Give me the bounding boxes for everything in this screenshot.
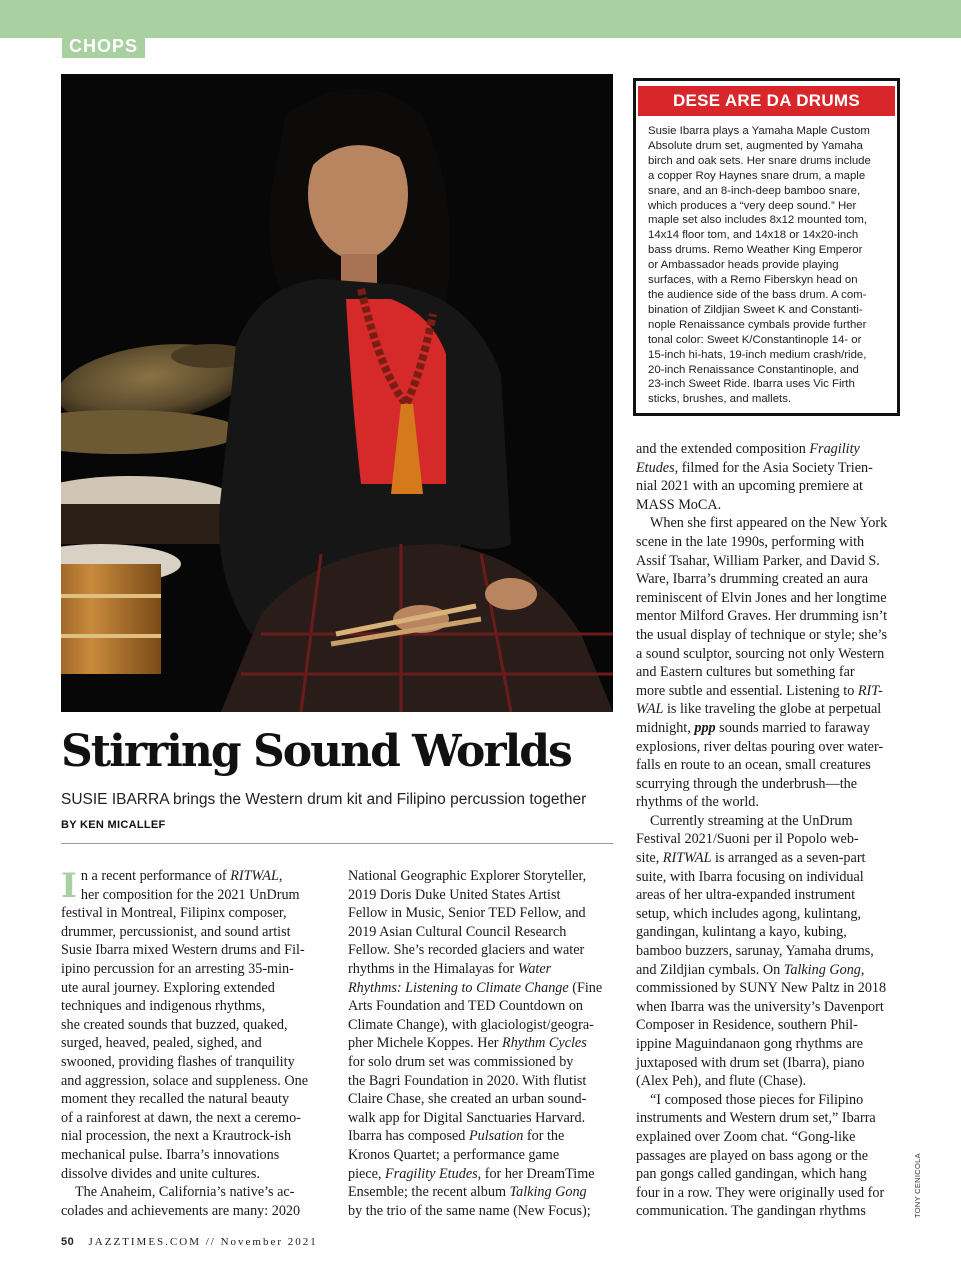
page-number: 50: [61, 1236, 75, 1248]
body-line: dissolve divides and unite cultures.: [61, 1165, 260, 1182]
body-line: explained over Zoom chat. “Gong-like: [636, 1128, 856, 1145]
body-line: four in a row. They were originally used for: [636, 1184, 885, 1201]
body-column-1: [61, 867, 318, 1220]
body-line: and the extended composition Fragility: [636, 441, 860, 457]
sidebar-line: tonal color: Sweet K/Constantinople 14- or: [648, 333, 862, 346]
body-line: her composition for the 2021 UnDrum: [80, 886, 300, 903]
body-line: scene in the late 1990s, performing with: [636, 533, 865, 550]
divider-rule: [61, 843, 613, 844]
body-line: (Alex Peh), and flute (Chase).: [636, 1073, 807, 1090]
body-line: Composer in Residence, southern Phil-: [636, 1017, 858, 1034]
sidebar-line: 14x14 floor tom, and 14x18 or 14x20-inch: [648, 229, 859, 242]
sidebar-line: or Ambassador heads provide playing: [648, 259, 839, 272]
body-line: ute aural journey. Exploring extended: [61, 979, 275, 996]
body-line: Fellow in Music, Senior TED Fellow, and: [348, 905, 586, 922]
sidebar-line: Susie Ibarra plays a Yamaha Maple Custom: [648, 125, 870, 137]
body-line: scurrying through the underbrush—the: [636, 775, 858, 792]
body-line: the Bagri Foundation in 2020. With flutist: [348, 1072, 587, 1089]
body-line: pher Michele Koppes. Her Rhythm Cycles: [348, 1035, 587, 1052]
body-line: the usual display of technique or style; she’s: [636, 626, 887, 643]
body-line: explosions, river deltas pouring over water-: [636, 738, 884, 755]
body-line: techniques and indigenous rhythms,: [61, 998, 266, 1015]
body-line: Arts Foundation and TED Countdown on: [348, 998, 584, 1015]
body-line: by the trio of the same name (New Focus);: [348, 1202, 591, 1219]
sidebar-title: DESE ARE DA DRUMS: [638, 86, 895, 116]
body-line: ipino percussion for an arresting 35-min-: [61, 960, 294, 977]
body-line: passages are played on bass agong or the: [636, 1147, 869, 1164]
sidebar-line: the audience side of the bass drum. A com-: [648, 288, 867, 301]
body-line: site, RITWAL is arranged as a seven-part: [636, 850, 866, 867]
body-line: ippine Maguindanaon gong rhythms are: [636, 1036, 863, 1052]
body-line: drummer, percussionist, and sound artist: [61, 923, 291, 940]
body-line: Ware, Ibarra’s drumming created an aura: [636, 571, 869, 588]
body-line: for solo drum set was commissioned by: [348, 1053, 574, 1070]
body-line: areas of her ultra-expanded instrument: [636, 887, 856, 904]
body-line: Festival 2021/Suoni per il Popolo web-: [636, 831, 859, 848]
body-line: rhythms in the Himalayas for Water: [348, 960, 552, 977]
body-line: pan gongs called gandingan, which hang: [636, 1166, 867, 1183]
body-line: Ensemble; the recent album Talking Gong: [348, 1184, 587, 1201]
body-line: Susie Ibarra mixed Western drums and Fil-: [61, 942, 305, 959]
page-footer: [61, 1236, 318, 1248]
top-color-band: [0, 0, 961, 38]
sidebar-line: Absolute drum set, augmented by Yamaha: [648, 139, 863, 152]
sidebar-box: [633, 78, 900, 416]
body-line: Kronos Quartet; a performance game: [348, 1146, 560, 1163]
body-line: Ibarra has composed Pulsation for the: [348, 1128, 565, 1145]
sidebar-line: which produces a “very deep sound.” Her: [648, 199, 857, 212]
body-line: swooned, providing flashes of tranquility: [61, 1053, 295, 1070]
body-line: Fellow. She’s recorded glaciers and water: [348, 942, 585, 959]
body-line: nial procession, the next a Krautrock-ish: [61, 1128, 292, 1145]
body-line: National Geographic Explorer Storyteller,: [348, 868, 587, 884]
body-line: mentor Milford Graves. Her drumming isn’t: [636, 608, 888, 625]
body-line: Assif Tsahar, William Parker, and David S.: [636, 552, 880, 569]
sidebar-line: sticks, brushes, and mallets.: [648, 393, 792, 406]
section-tag: CHOPS: [62, 34, 145, 58]
sidebar-line: birch and oak sets. Her snare drums include: [648, 154, 871, 167]
body-line: falls en route to an ocean, small creatures: [636, 757, 871, 774]
drummer-portrait-photo: [61, 74, 613, 712]
body-line: The Anaheim, California’s native’s ac-: [75, 1184, 295, 1201]
body-line: Climate Change), with glaciologist/geogra-: [348, 1016, 594, 1033]
article-headline: Stirring Sound Worlds: [61, 726, 571, 777]
body-line: When she first appeared on the New York: [650, 515, 888, 532]
body-line: Claire Chase, she created an urban sound-: [348, 1091, 587, 1108]
body-line: and aggression, solace and suppleness. One: [61, 1072, 309, 1089]
sidebar-line: 23-inch Sweet Ride. Ibarra uses Vic Firth: [648, 378, 855, 391]
sidebar-line: maple set also includes 8x12 mounted tom,: [648, 214, 868, 227]
body-line: Currently streaming at the UnDrum: [650, 812, 853, 829]
body-line: communication. The gandingan rhythms: [636, 1203, 866, 1220]
body-line: gandingan, kulintang a kayo, kubing,: [636, 924, 847, 941]
body-line: and Zildjian cymbals. On Talking Gong,: [636, 961, 865, 978]
byline: BY KEN MICALLEF: [61, 819, 166, 831]
body-line: MASS MoCA.: [636, 496, 722, 513]
body-line: surged, heaved, pealed, sighed, and: [61, 1035, 262, 1052]
body-line: piece, Fragility Etudes, for her DreamTime: [348, 1165, 595, 1182]
body-line: nial 2021 with an upcoming premiere at: [636, 478, 863, 495]
sidebar-line: 15-inch hi-hats, 19-inch medium crash/ride,: [648, 348, 867, 361]
sidebar-body: [648, 124, 891, 407]
body-column-3: [636, 440, 902, 1221]
body-line: bamboo buzzers, sarunay, Yamaha drums,: [636, 943, 874, 960]
body-line: “I composed those pieces for Filipino: [650, 1091, 864, 1108]
body-line: of a rainforest at dawn, the next a ceremo-: [61, 1109, 301, 1126]
sidebar-line: a copper Roy Haynes snare drum, a maple: [648, 169, 866, 182]
sidebar-line: bass drums. Remo Weather King Emperor: [648, 244, 863, 257]
sidebar-line: nople Renaissance cymbals provide further: [648, 318, 867, 331]
body-line: Etudes, filmed for the Asia Society Trien-: [636, 459, 873, 476]
body-line: moment they recalled the natural beauty: [61, 1091, 290, 1108]
body-line: walk app for Digital Sanctuaries Harvard.: [348, 1109, 586, 1126]
sidebar-line: surfaces, with a Remo Fiberskyn head on: [648, 274, 858, 287]
body-line: reminiscent of Elvin Jones and her longtime: [636, 589, 887, 606]
sidebar-line: bination of Zildjian Sweet K and Constanti-: [648, 303, 863, 316]
body-line: mechanical pulse. Ibarra’s innovations: [61, 1146, 280, 1163]
body-line: she created sounds that buzzed, quaked,: [61, 1016, 288, 1033]
body-line: midnight, ppp sounds married to faraway: [636, 719, 871, 736]
body-line: and Eastern cultures but something far: [636, 664, 855, 681]
body-line: festival in Montreal, Filipinx composer,: [61, 905, 287, 922]
body-line: juxtaposed with drum set (Ibarra), piano: [636, 1054, 865, 1071]
body-line: more subtle and essential. Listening to RIT-: [636, 682, 883, 699]
body-line: setup, which includes agong, kulintang,: [636, 905, 861, 922]
body-line: a sound sculptor, sourcing not only Western: [636, 645, 885, 662]
sidebar-line: snare, and an 8-inch-deep bamboo snare,: [648, 184, 861, 197]
body-line: suite, with Ibarra focusing on individual: [636, 868, 864, 885]
body-line: when Ibarra was the university’s Davenport: [636, 998, 884, 1015]
body-line: 2019 Asian Cultural Council Research: [348, 923, 567, 940]
body-line: colades and achievements are many: 2020: [61, 1202, 301, 1219]
photo-credit: [913, 1153, 927, 1218]
body-line: instruments and Western drum set,” Ibarra: [636, 1110, 876, 1127]
body-line: Rhythms: Listening to Climate Change (Fine: [348, 979, 603, 996]
body-line: WAL is like traveling the globe at perpetual: [636, 701, 882, 718]
body-line: 2019 Doris Duke United States Artist: [348, 886, 561, 903]
body-line: rhythms of the world.: [636, 794, 759, 811]
photo-credit-text: TONY CENICOLA: [913, 1153, 922, 1218]
footer-text: JAZZTIMES.COM // November 2021: [88, 1236, 318, 1248]
drop-cap: I: [61, 866, 77, 906]
article-dek: SUSIE IBARRA brings the Western drum kit and Filipino percussion together: [61, 791, 587, 808]
sidebar-line: 20-inch Renaissance Constantinople, and: [648, 363, 859, 376]
body-line: commissioned by SUNY New Paltz in 2018: [636, 980, 887, 997]
body-column-2: [348, 867, 606, 1220]
body-line: n a recent performance of RITWAL,: [80, 868, 283, 884]
